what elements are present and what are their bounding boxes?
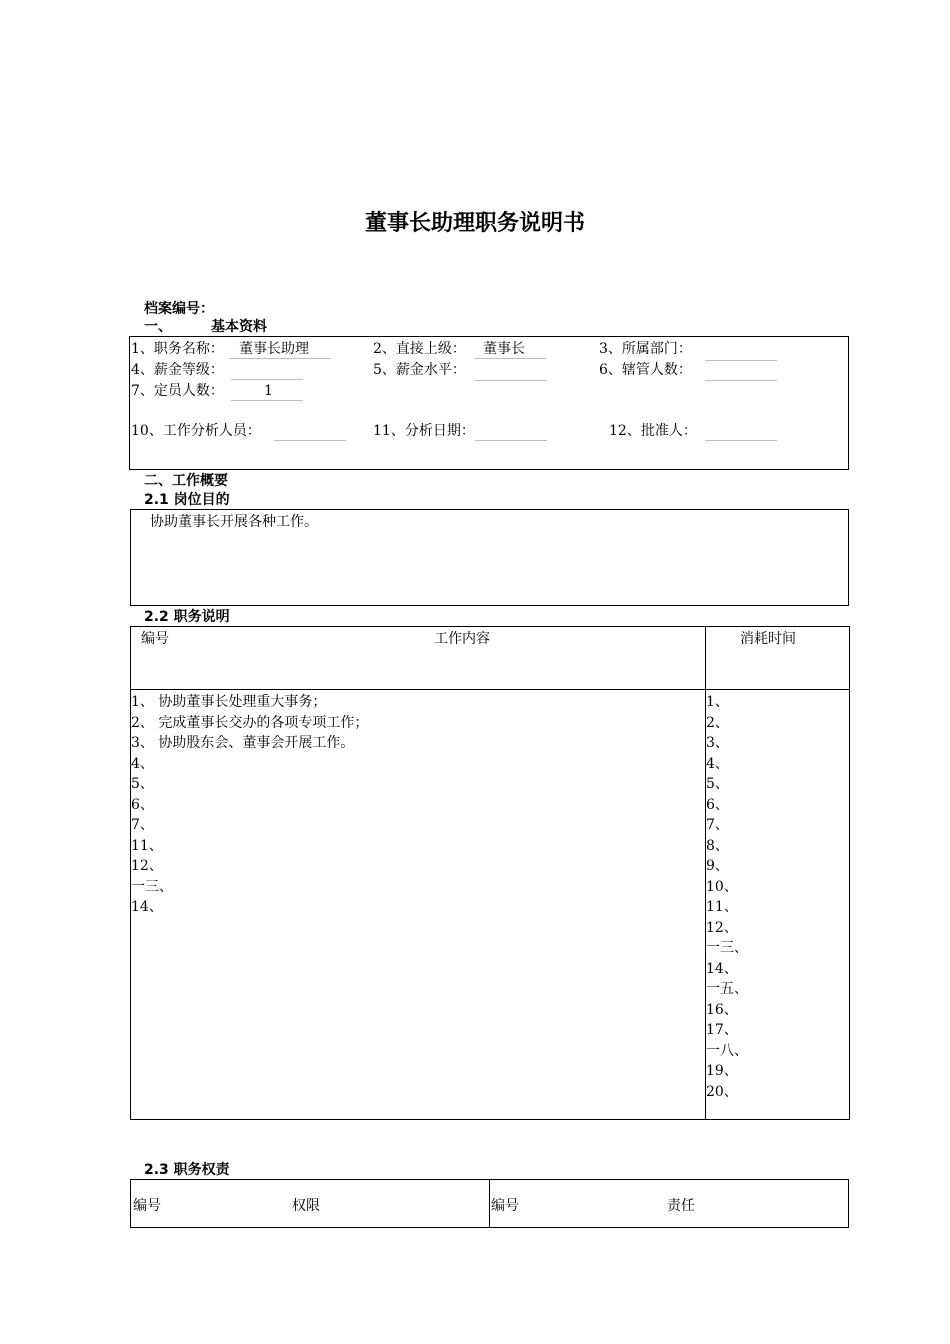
superior-underline <box>474 358 546 359</box>
list-item[interactable]: 11、 <box>131 837 163 854</box>
list-item[interactable]: 20、 <box>706 1083 738 1100</box>
list-item[interactable]: 8、 <box>706 837 729 854</box>
duties-header-no: 编号 <box>141 631 169 647</box>
list-item[interactable]: 4、 <box>131 755 154 772</box>
approver-field[interactable] <box>705 440 777 441</box>
headcount-label: 7、定员人数： <box>131 383 224 399</box>
list-item[interactable]: 12、 <box>131 858 163 874</box>
superior-label: 2、直接上级： <box>373 341 466 357</box>
list-item[interactable]: 3、 <box>706 735 729 751</box>
list-item[interactable]: 5、 <box>706 776 729 792</box>
analysis-date-label: 11、分析日期： <box>373 423 475 439</box>
list-item[interactable]: 1、 <box>706 694 729 710</box>
authority-header-no: 编号 <box>133 1198 161 1214</box>
purpose-heading: 2.1 岗位目的 <box>144 492 230 508</box>
duties-time-list <box>706 692 748 1102</box>
list-item[interactable]: 12、 <box>706 919 738 936</box>
authority-header-responsibility: 责任 <box>667 1198 695 1214</box>
list-item[interactable]: 14、 <box>706 960 738 977</box>
list-item[interactable]: 2、 完成董事长交办的各项专项工作； <box>131 714 369 731</box>
section1-number: 一、 <box>144 319 172 335</box>
list-item[interactable]: 6、 <box>131 796 154 813</box>
purpose-text[interactable]: 协助董事长开展各种工作。 <box>150 514 318 530</box>
duties-content-list <box>131 692 368 918</box>
job-name-underline <box>229 358 331 359</box>
list-item[interactable]: 4、 <box>706 755 729 772</box>
list-item[interactable]: 一八、 <box>706 1042 748 1059</box>
list-item[interactable]: 3、 协助股东会、董事会开展工作。 <box>131 735 355 751</box>
job-name-label: 1、职务名称： <box>131 341 224 357</box>
department-label: 3、所属部门： <box>599 341 692 357</box>
salary-level-label: 5、薪金水平： <box>373 362 466 378</box>
salary-grade-field[interactable] <box>231 379 303 380</box>
salary-grade-label: 4、薪金等级： <box>131 362 224 378</box>
section2-heading: 二、工作概要 <box>144 473 228 489</box>
list-item[interactable]: 10、 <box>706 878 738 895</box>
salary-level-field[interactable] <box>475 380 547 381</box>
authority-column-divider <box>489 1179 490 1228</box>
headcount-value[interactable]: 1 <box>264 383 273 399</box>
list-item[interactable]: 19、 <box>706 1063 738 1079</box>
list-item[interactable]: 7、 <box>131 817 154 833</box>
approver-label: 12、批准人： <box>609 423 697 439</box>
list-item[interactable]: 14、 <box>131 899 163 915</box>
subordinates-label: 6、辖管人数： <box>599 362 692 378</box>
file-number-label: 档案编号： <box>144 301 214 317</box>
superior-value[interactable]: 董事长 <box>483 341 525 357</box>
duties-header-divider <box>130 689 850 690</box>
job-name-value[interactable]: 董事长助理 <box>239 341 309 357</box>
list-item[interactable]: 16、 <box>706 1001 738 1018</box>
list-item[interactable]: 1、 协助董事长处理重大事务； <box>131 694 327 710</box>
authority-header-no2: 编号 <box>491 1198 519 1214</box>
duties-header-content: 工作内容 <box>434 631 490 647</box>
duties-header-time: 消耗时间 <box>740 631 796 647</box>
analyst-label: 10、工作分析人员： <box>131 423 261 439</box>
page-title: 董事长助理职务说明书 <box>364 211 585 236</box>
list-item[interactable]: 17、 <box>706 1022 738 1038</box>
authority-heading: 2.3 职务权责 <box>144 1162 230 1178</box>
section1-heading: 基本资料 <box>211 319 267 335</box>
subordinates-field[interactable] <box>705 380 777 381</box>
list-item[interactable]: 2、 <box>706 714 729 731</box>
list-item[interactable]: 一三、 <box>131 878 173 895</box>
department-field[interactable] <box>705 360 777 361</box>
list-item[interactable]: 11、 <box>706 899 738 915</box>
list-item[interactable]: 6、 <box>706 796 729 813</box>
list-item[interactable]: 7、 <box>706 817 729 833</box>
list-item[interactable]: 一五、 <box>706 981 748 997</box>
analyst-field[interactable] <box>274 440 346 441</box>
authority-header-authority: 权限 <box>292 1198 320 1214</box>
analysis-date-field[interactable] <box>475 440 547 441</box>
duties-heading: 2.2 职务说明 <box>144 609 230 625</box>
list-item[interactable]: 9、 <box>706 858 729 874</box>
list-item[interactable]: 一三、 <box>706 940 748 956</box>
list-item[interactable]: 5、 <box>131 776 154 792</box>
headcount-underline <box>231 400 303 401</box>
